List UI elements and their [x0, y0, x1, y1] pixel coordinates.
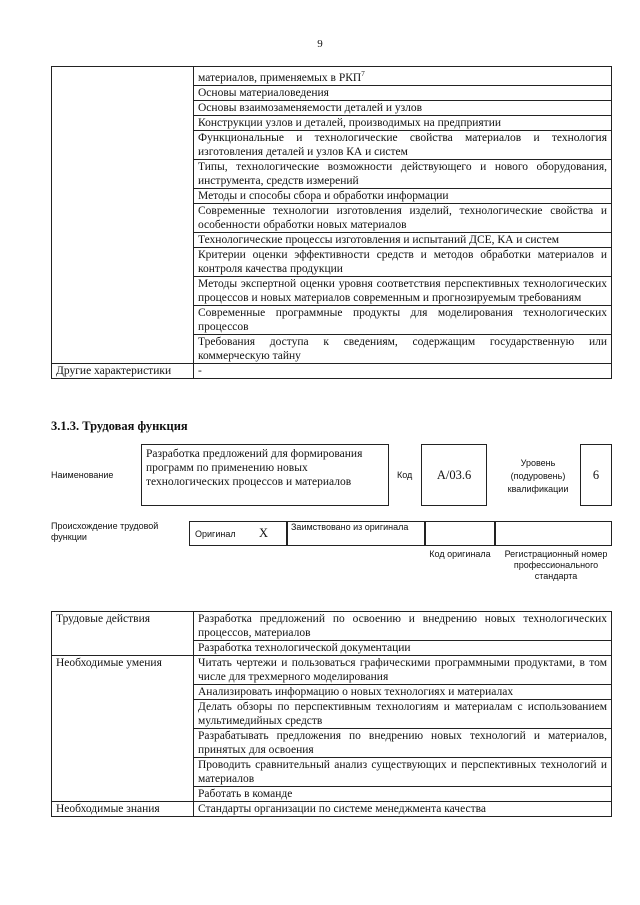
table-row: Современные программные продукты для моделирования технологических процессов	[194, 305, 612, 334]
table-row: Делать обзоры по перспективным технологиям и материалам с использованием мультимедийных средств	[194, 700, 612, 729]
labor-actions-label: Трудовые действия	[52, 612, 194, 656]
table-row: Основы материаловедения	[194, 85, 612, 100]
table-row: Анализировать информацию о новых технологиях и материалах	[194, 685, 612, 700]
divider	[424, 521, 426, 546]
table-row: Типы, технологические возможности действующего и нового оборудования, инструмента, средств измерений	[194, 159, 612, 188]
required-skills-label: Необходимые умения	[52, 656, 194, 802]
table-row: Основы взаимозаменяемости деталей и узлов	[194, 100, 612, 115]
code-value: A/03.6	[436, 467, 472, 482]
table-row: Проводить сравнительный анализ существующих и перспективных технологий и материалов	[194, 758, 612, 787]
code-label: Код	[397, 470, 413, 480]
divider	[286, 521, 288, 546]
level-value: 6	[592, 467, 600, 482]
other-characteristics-label: Другие характеристики	[52, 363, 194, 378]
table-row: Методы и способы сбора и обработки информации	[194, 188, 612, 203]
knowledge-table	[51, 66, 612, 379]
reg-number-caption: Регистрационный номер профессионального стандарта	[504, 549, 608, 581]
divider	[494, 521, 496, 546]
original-mark: X	[259, 526, 269, 540]
table-row: Разработка предложений по освоению и внедрению новых технологических процессов, материалов	[194, 612, 612, 641]
table-row: Технологические процессы изготовления и испытаний ДСЕ, КА и систем	[194, 232, 612, 247]
section-title: 3.1.3. Трудовая функция	[51, 419, 188, 433]
function-name-value: Разработка предложений для формирования программ по применению новых технологических процессов и материалов	[146, 448, 363, 488]
function-details-table	[51, 611, 612, 817]
required-knowledge-label: Необходимые знания	[52, 802, 194, 817]
knowledge-label-cell	[52, 67, 194, 364]
origin-label: Происхождение трудовой функции	[51, 521, 159, 542]
code-original-caption: Код оригинала	[429, 549, 491, 559]
other-characteristics-value: -	[194, 363, 612, 378]
code-box	[421, 444, 487, 506]
table-row: Современные технологии изготовления изделий, технологические свойства и особенности обработки новых материалов	[194, 203, 612, 232]
table-row: Критерии оценки эффективности средств и методов обработки материалов и контроля качества продукции	[194, 247, 612, 276]
page-number: 9	[317, 38, 323, 50]
level-label: Уровень (подуровень) квалификации	[507, 458, 569, 494]
table-row: Конструкции узлов и деталей, производимых на предприятии	[194, 115, 612, 130]
table-row: Требования доступа к сведениям, содержащим государственную или коммерческую тайну	[194, 334, 612, 363]
level-box	[580, 444, 612, 506]
table-row: Читать чертежи и пользоваться графическими программными продуктами, в том числе для трехмерного моделирования	[194, 656, 612, 685]
table-row: Стандарты организации по системе менеджмента качества	[194, 802, 612, 817]
table-row: Функциональные и технологические свойства материалов и технология изготовления деталей и узлов КА и систем	[194, 130, 612, 159]
table-row: Методы экспертной оценки уровня соответствия перспективных технологических процессов и новых материалов современным и прогнозируемым требованиям	[194, 276, 612, 305]
name-label: Наименование	[51, 470, 114, 480]
function-name-box	[141, 444, 389, 506]
original-label: Оригинал	[195, 529, 236, 539]
table-row: материалов, применяемых в РКП$^7$	[194, 67, 612, 86]
borrowed-label: Заимствовано из оригинала	[291, 522, 409, 532]
footnote-mark: 7	[361, 70, 365, 78]
table-row: Разрабатывать предложения по внедрению новых технологий и материалов, принятых для освоения	[194, 729, 612, 758]
table-row: Разработка технологической документации	[194, 641, 612, 656]
table-row: Работать в команде	[194, 787, 612, 802]
